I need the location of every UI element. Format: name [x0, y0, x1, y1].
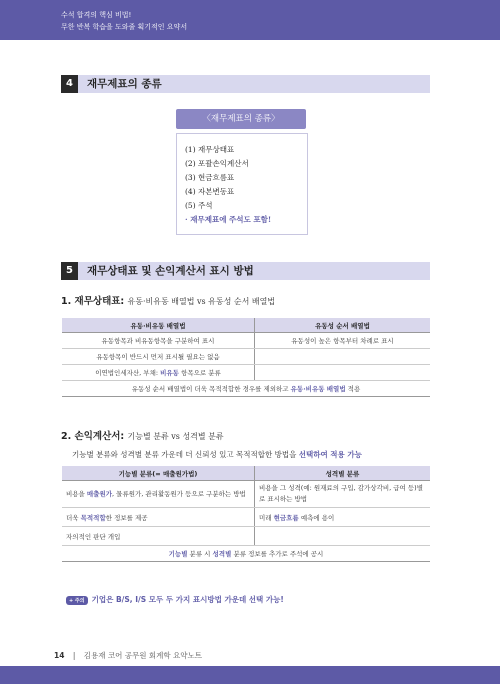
- list-item: (3) 현금흐름표: [185, 173, 235, 182]
- balance-sheet-table: [62, 318, 430, 397]
- subheading-title: 손익계산서:: [74, 431, 125, 442]
- cell-text: 비용을: [66, 489, 87, 498]
- section-5-heading: [61, 262, 430, 280]
- subheading-1: [61, 293, 275, 307]
- page-number: 14: [54, 651, 65, 660]
- table-cell: 자의적인 판단 개입: [62, 527, 255, 546]
- table-footer: [62, 546, 430, 562]
- section-title: 재무제표의 종류: [87, 78, 162, 90]
- footer-text: 유동성 순서 배열법이 더욱 목적적합한 경우를 제외하고: [131, 385, 291, 393]
- table-cell: 유동항목이 반드시 먼저 표시될 필요는 없음: [62, 349, 255, 365]
- intro-highlight: 선택하여 적용 가능: [298, 450, 362, 459]
- table-cell: [255, 508, 431, 527]
- bottom-bar: [0, 666, 500, 684]
- cell-text: 이연법인세자산, 부채:: [95, 369, 161, 377]
- page-header: [0, 0, 500, 40]
- footer-text: 분류 정보를 추가로 주석에 공시: [231, 550, 324, 558]
- list-item: (5) 주석: [185, 201, 213, 210]
- subheading-2: [61, 428, 224, 442]
- cell-highlight: 비유동: [160, 369, 179, 377]
- cell-text: 더욱: [66, 513, 81, 522]
- table-cell: [255, 349, 431, 365]
- subheading-title: 재무상태표:: [74, 296, 125, 307]
- table-header: 기능별 분류(= 매출원가법): [62, 466, 255, 481]
- table-row: [62, 365, 430, 381]
- table-header: 유동·비유동 배열법: [62, 318, 255, 333]
- section-4-heading: [61, 75, 430, 93]
- table-cell: [62, 508, 255, 527]
- table-cell: [255, 527, 431, 546]
- footer-text: 분류 시: [187, 550, 213, 558]
- table-row: [62, 508, 430, 527]
- section-number: 5: [61, 262, 78, 280]
- table-cell: 유동성이 높은 항목부터 차례로 표시: [255, 333, 431, 349]
- list-item: (2) 포괄손익계산서: [185, 159, 249, 168]
- footer-text: 적용: [345, 385, 361, 393]
- cell-text: 항목으로 분류: [178, 369, 221, 377]
- cell-highlight: 목적적합: [80, 513, 106, 522]
- intro-plain: 기능별 분류와 성격별 분류 가운데 더 신뢰성 있고 목적적합한 방법을: [72, 450, 299, 459]
- income-statement-table: [62, 466, 430, 562]
- table-cell: 유동항목과 비유동항목을 구분하여 표시: [62, 333, 255, 349]
- cell-highlight: 현금흐름: [273, 513, 299, 522]
- subheading-sub: 유동·비유동 배열법 vs 유동성 순서 배열법: [127, 297, 276, 306]
- cell-text: 한 정보를 제공: [105, 513, 148, 522]
- footer-highlight: 기능별: [168, 550, 188, 558]
- header-line1: 수석 합격의 핵심 비법!: [61, 11, 132, 19]
- table-cell: 비용을 그 성격(예: 원재료의 구입, 감가상각비, 급여 등)별로 표시하는 방법: [255, 481, 431, 508]
- table-cell: [62, 481, 255, 508]
- header-line2: 무한 반복 학습을 도와줄 획기적인 요약서: [61, 23, 188, 31]
- tip-note: [66, 594, 284, 605]
- intro-text: [72, 449, 362, 460]
- list-item: (1) 재무상태표: [185, 145, 235, 154]
- subheading-sub: 기능별 분류 vs 성격별 분류: [127, 432, 224, 441]
- table-header: 성격별 분류: [255, 466, 431, 481]
- subheading-num: 1.: [61, 296, 72, 307]
- tip-badge: + 주의: [66, 596, 88, 605]
- table-row: [62, 349, 430, 365]
- list-item: (4) 자본변동표: [185, 187, 235, 196]
- table-header: 유동성 순서 배열법: [255, 318, 431, 333]
- footer-highlight: 유동·비유동 배열법: [290, 385, 346, 393]
- table-cell: [255, 365, 431, 381]
- book-title: 김용재 코어 공무원 회계학 요약노트: [83, 651, 202, 660]
- cell-text: 예측에 용이: [298, 513, 335, 522]
- subheading-num: 2.: [61, 431, 72, 442]
- cell-text: 미래: [259, 513, 274, 522]
- box-note: · 재무제표에 주석도 포함!: [185, 215, 272, 224]
- table-footer: [62, 381, 430, 397]
- footer-separator: |: [72, 651, 76, 660]
- cell-text: , 물류원가, 관리활동원가 등으로 구분하는 방법: [112, 489, 246, 498]
- table-row: [62, 527, 430, 546]
- table-cell: [62, 365, 255, 381]
- table-footer-row: [62, 381, 430, 397]
- cell-highlight: 매출원가: [86, 489, 113, 498]
- box-title: 〈재무제표의 종류〉: [176, 109, 306, 129]
- section-title: 재무상태표 및 손익계산서 표시 방법: [87, 265, 254, 277]
- section-number: 4: [61, 75, 78, 93]
- table-footer-row: [62, 546, 430, 562]
- table-row: [62, 481, 430, 508]
- statement-list-box: [176, 133, 308, 235]
- table-row: [62, 333, 430, 349]
- footer-highlight: 성격별: [212, 550, 232, 558]
- tip-text: 기업은 B/S, I/S 모두 두 가지 표시방법 가운데 선택 가능!: [91, 595, 284, 604]
- page-footer: [54, 650, 202, 661]
